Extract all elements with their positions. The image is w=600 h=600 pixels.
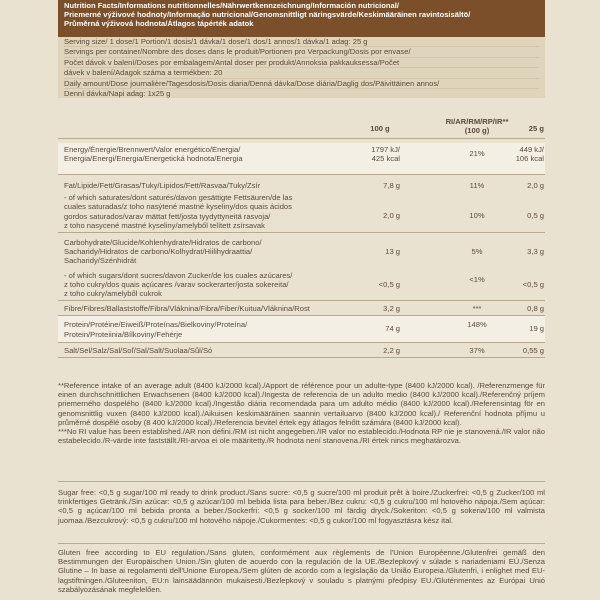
sugar-free-note: Sugar free: <0,5 g sugar/100 ml ready to drink product./Sans sucre: <0,5 g sucre/100 ml produit prêt à boire./Zuckerfrei: <0,5 g Zucker/100 ml trinkfertiges Getränk./Sin azúcar: <0,5 g azúcar/100 ml bebida lista para beber./Bez cukru: <0,5 g cukru/100 ml hotového nápoja./Sem açúcar: <0,5 g açúcar/100 ml bebida pronta a beber./Sockerfri: <0,5 g socker/100 ml färdig dryck./Sokeriton: <0,5 g sokeria/100 ml valmista juomaa./Bezcukrový: <0,5 g cukru/100 ml hotového nápoje./Cukormentes: <0,5 g cukor/100 ml fogyasztásra kész ital.	[58, 488, 545, 525]
serving-size-line: Serving size/ 1 dose/1 Portion/1 dosis/1 dávka/1 dose/1 dos/1 annos/1 dávka/1 adag: 25 g	[64, 37, 539, 47]
salt-25g: 0,55 g	[522, 345, 544, 355]
energy-ri: 21%	[469, 149, 485, 158]
sugars-100g: <0,5 g	[378, 279, 400, 289]
reference-notes	[58, 381, 545, 445]
carbohydrate-label: Carbohydrate/Glucide/Kohlenhydrate/Hidratos de carbono/ Sacharidy/Hidratos de carbono/Kolhydrat/Hiilihydraattia/ Sacharidy/Szénhidrát	[64, 238, 262, 266]
sugars-label: - of which sugars/dont sucres/davon Zucker/de los cuales azúcares/ z toho cukry/dos quais açúcares /varav sockerarter/josta sokereita/ z toho cukry/amelyből cukrok	[64, 270, 293, 299]
reference-intake-note: **Reference intake of an average adult (8400 kJ/2000 kcal)./Apport de référence pour un adulte-type (8400 kJ/2000 kcal). /Referenzmenge für einen durchschnittlichen Erwachsenen (8400 kJ/2000 kcal)./Ingesta de referencia de un adulto medio (8400 kJ/2000 kcal)./Referenčný príjem priemerného dospelého (8400 kJ/2000 kcal)./Ingestão diária recomendada para um adulto médio (8400 kJ/2000 kcal)./Referensintag för en genomsnittlig vuxen (8400 kJ/2000 kcal)./Aikuisen keskimääräinen saannin vertailuarvo (8400 kJ/2000 kcal)./ Referenční hodnota příjmu u průměrné dospělé osoby (8 400 kJ/2000 kcal)./Referencia bevitel értek egy átlagos felnőtt számára (8400 kJ/2000 kcal).	[58, 381, 545, 427]
divider	[58, 543, 545, 544]
gluten-free-note-block	[58, 548, 545, 594]
energy-100g: 1797 kJ/ 425 kcal	[371, 145, 400, 164]
servings-per-container-line: Počet dávok v balení/Doses por embalagem/Antal doser per produkt/Annoksia pakkauksessa/Počet	[64, 58, 539, 68]
gluten-free-note: Gluten free according to EU regulation./Sans gluten, conformément aux règlements de l'Union Européenne./Glutenfrei gemäß den Bestimmungen der Europäischen Union./Sin gluten de acuerdo con la regulación de la UE./Bezlepkový v súlade s nariadeniami EÚ./Senza Glutine – In base ai regolamenti dell'Unione Europea./Sem glúten de acordo com a legislação da União Europeia./Glutenfri, i enlighet med EU-lagstiftningen./Gluteeniton, EU:n lainsäädännön mukaisesti./Bezlepkový v souladu s platnými předpisy EU./Gluténmentes az Európai Unió szabályozásának megfelelően.	[58, 548, 545, 594]
table-row-fibre	[58, 301, 545, 316]
fibre-25g: 0,8 g	[527, 304, 544, 314]
saturates-25g: 0,5 g	[527, 211, 544, 221]
saturates-label: - of which saturates/dont saturés/davon gesättigte Fettsäuren/de las cuales saturadas/z toho nasýtené mastné kyseliny/dos quais ácidos gordos saturados/varav mättat fett/josta tyydyttyneitä rasvoja/ z toho nasycené mastné kyseliny/amelyből telített zsírsavak	[64, 193, 293, 230]
table-row-energy	[58, 143, 545, 175]
nutrition-facts-header	[58, 0, 545, 37]
protein-ri: 148%	[467, 320, 487, 330]
serving-info	[58, 37, 545, 98]
fibre-label: Fibre/Fibres/Ballaststoffe/Fibra/Vláknina/Fibra/Fiber/Kuitua/Vláknina/Rost	[64, 304, 310, 314]
fat-label: Fat/Lipide/Fett/Grasas/Tuky/Lipidos/Fett/Rasvaa/Tuky/Zsír	[64, 181, 261, 190]
protein-25g: 19 g	[529, 324, 544, 334]
servings-per-container-line: dávek v balení/Adagok száma a termékben: 20	[64, 68, 539, 78]
fat-100g: 7,8 g	[383, 181, 400, 190]
daily-amount-line: Daily amount/Dose journalière/Tagesdosis/Dosis diaria/Denná dávka/Dose diária/Daglig dos/Päivittäinen annos/	[64, 79, 539, 89]
sugars-25g: <0,5 g	[522, 279, 544, 289]
table-row-protein	[58, 316, 545, 342]
fibre-100g: 3,2 g	[383, 304, 400, 314]
servings-per-container-line: Servings per container/Nombre des doses dans le produit/Portionen pro Verpackung/Dosis por envase/	[64, 47, 539, 57]
salt-label: Salt/Sel/Salz/Sal/Soľ/Sal/Salt/Suolaa/Sůl/Só	[64, 345, 213, 355]
salt-ri: 37%	[469, 345, 485, 355]
sugars-ri: <1%	[469, 274, 485, 284]
fibre-ri: ***	[472, 304, 482, 314]
table-row-carbohydrate	[58, 233, 545, 301]
fat-25g: 2,0 g	[527, 181, 544, 190]
column-header-25g: 25 g	[528, 124, 544, 133]
salt-100g: 2,2 g	[383, 345, 400, 355]
carbohydrate-100g: 13 g	[385, 247, 400, 257]
divider	[58, 481, 545, 482]
table-row-fat	[58, 175, 545, 233]
header-line: Průměrná výživová hodnota/Átlagos tápérték adatok	[64, 19, 254, 28]
saturates-ri: 10%	[469, 211, 485, 221]
column-header-100g: 100 g	[370, 124, 390, 133]
sugar-free-note-block	[58, 488, 545, 525]
column-header-ri: RI/AR/RM/RP/IR** (100 g)	[445, 117, 509, 136]
fat-ri: 11%	[469, 181, 485, 190]
daily-amount-line: Denní dávka/Napi adag: 1x25 g	[64, 88, 171, 98]
table-column-headers	[58, 114, 545, 139]
saturates-100g: 2,0 g	[383, 211, 400, 221]
ri-not-established-note: ***No RI value has been established./AR non défini./RM ist nicht angegeben./IR valor no establecido./Hodnota RP nie je stanovená./IR valor não estabelecido./R-värde inte fastställt./RI-arvoa ei ole määritetty./R hodnota není stanovena./RI értek nincs meghatározva.	[58, 427, 545, 446]
header-line: Priemerné výživové hodnoty/Informação nutricional/Genomsnittligt näringsvärde/Keskimääräinen ravintosisältö/	[64, 10, 471, 19]
carbohydrate-25g: 3,3 g	[527, 247, 544, 257]
energy-25g: 449 kJ/ 106 kcal	[515, 145, 544, 164]
protein-100g: 74 g	[385, 324, 400, 334]
carbohydrate-ri: 5%	[471, 247, 483, 257]
energy-label: Energy/Énergie/Brennwert/Valor energético/Energia/ Energia/Energi/Energia/Energetická hodnota/Energia	[64, 145, 243, 164]
protein-label: Protein/Protéine/Eiweiß/Proteínas/Bielkoviny/Proteína/ Protein/Proteiinia/Bílkoviny/Fehérje	[64, 320, 248, 339]
table-row-salt	[58, 343, 545, 358]
nutrition-table	[58, 114, 545, 358]
header-line: Nutrition Facts/Informations nutritionnelles/Nährwertkennzeichnung/Información nutricional/	[64, 1, 399, 10]
